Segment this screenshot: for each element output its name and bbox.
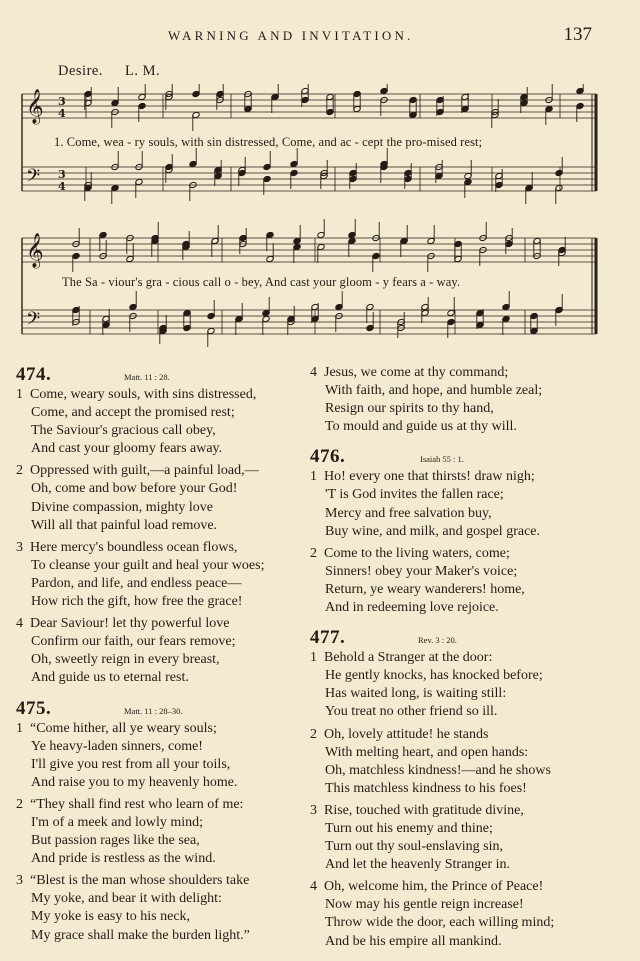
stanza (16, 872, 302, 944)
stanza (16, 386, 302, 458)
left-column (16, 364, 302, 955)
verse-line: Oh, sweetly reign in every breast, (31, 652, 220, 668)
verse-line: My grace shall make the burden light.” (31, 927, 250, 943)
verse-line: And pride is restless as the wind. (31, 851, 216, 867)
verse-line: He gently knocks, has knocked before; (325, 668, 543, 684)
verse-line: And raise you to my heavenly home. (31, 774, 238, 790)
stanza (310, 878, 626, 950)
music-lyric-line-1: 1. Come, wea - ry souls, with sin distressed, Come, and ac - cept the pro-mised rest; (54, 135, 483, 149)
verse-text: “Come hither, all ye weary souls; (30, 720, 217, 736)
verse-text: Behold a Stranger at the door: (324, 650, 493, 666)
verse-line: You treat no other friend so ill. (325, 704, 498, 720)
bass-clef: 𝄢 (26, 166, 41, 191)
verse-line: Has waited long, is waiting still: (325, 686, 507, 702)
stanza (310, 545, 626, 617)
hymn-heading (16, 364, 302, 386)
clefs (26, 89, 66, 334)
hymn-heading (310, 446, 626, 468)
verse-line: Pardon, and life, and endless peace— (31, 575, 242, 591)
stanza (16, 615, 302, 687)
stanza-number: 2 (16, 463, 23, 479)
music-score (0, 84, 640, 356)
stanza (310, 364, 626, 436)
verse-line: And let the heavenly Stranger in. (325, 857, 511, 873)
stanza-number: 1 (16, 720, 23, 736)
scripture-reference: Matt. 11 : 28–30. (124, 705, 183, 716)
time-signature: 4 (58, 180, 66, 193)
stanza-number: 2 (310, 726, 317, 742)
bass-clef: 𝄢 (26, 309, 41, 334)
tune-heading (58, 63, 160, 80)
stanza-number: 2 (16, 796, 23, 812)
verse-text: Come, weary souls, with sins distressed, (30, 387, 257, 402)
verse-line: And in redeeming love rejoice. (325, 600, 499, 616)
verse-line: Divine compassion, mighty love (31, 499, 213, 515)
scripture-reference: Rev. 3 : 20. (418, 635, 457, 646)
verse-line (310, 468, 626, 486)
music-notes (72, 84, 584, 347)
stanza-number: 1 (16, 387, 23, 402)
verse-line (16, 539, 302, 557)
verse-line: Turn out thy soul-enslaving sin, (325, 839, 503, 855)
verse-text: Ho! every one that thirsts! draw nigh; (324, 469, 535, 485)
verse-text: Here mercy's boundless ocean flows, (30, 539, 238, 555)
verse-line: Return, ye weary wanderers! home, (325, 581, 525, 597)
verse-line (310, 878, 626, 896)
tune-meter: L. M. (124, 63, 161, 79)
stanza-number: 1 (310, 469, 317, 485)
stanza-number: 4 (16, 616, 23, 632)
hymn (310, 627, 626, 951)
stanza-number: 4 (310, 879, 317, 895)
scripture-reference: Isaiah 55 : 1. (420, 454, 464, 465)
verse-line: Ye heavy-laden sinners, come! (31, 738, 203, 754)
time-signature: 3 (58, 95, 66, 108)
stanza (16, 720, 302, 792)
stanza (16, 539, 302, 611)
verse-line: Turn out his enemy and thine; (325, 820, 493, 836)
verse-line: To mould and guide us at thy will. (325, 419, 517, 435)
verse-line: And be his empire all mankind. (325, 933, 502, 949)
verse-text: Jesus, we come at thy command; (324, 365, 509, 380)
verse-line: Come, and accept the promised rest; (31, 405, 235, 421)
verse-line (310, 726, 626, 744)
verse-text: “They shall find rest who learn of me: (30, 796, 244, 812)
verse-line: Throw wide the door, each willing mind; (325, 915, 555, 931)
verse-line (310, 649, 626, 667)
verse-line: Resign our spirits to thy hand, (325, 401, 494, 417)
time-signature: 3 (58, 168, 66, 181)
hymn-number: 474. (16, 364, 52, 385)
hymn (310, 364, 626, 436)
tune-name: Desire. (58, 63, 103, 79)
verse-line (16, 386, 302, 404)
verse-line (310, 802, 626, 820)
verse-text: Come to the living waters, come; (324, 545, 510, 561)
verse-line: I'm of a meek and lowly mind; (31, 814, 204, 830)
verse-line: This matchless kindness to his foes! (325, 780, 527, 796)
verse-text: Dear Saviour! let thy powerful love (30, 616, 230, 632)
verse-line: My yoke, and bear it with delight: (31, 891, 222, 907)
verse-line: The Saviour's gracious call obey, (31, 423, 216, 439)
stanza (310, 468, 626, 540)
stanza (16, 462, 302, 534)
time-signature: 4 (58, 107, 66, 120)
verse-line (16, 462, 302, 480)
verse-line: I'll give you rest from all your toils, (31, 756, 231, 772)
verse-line: To cleanse your guilt and heal your woes; (31, 557, 265, 573)
hymn (310, 446, 626, 617)
stanza (310, 726, 626, 798)
verse-line: Will all that painful load remove. (31, 517, 218, 533)
verse-text: Oppressed with guilt,—a painful load,— (30, 463, 259, 479)
verse-line: Confirm our faith, our fears remove; (31, 634, 236, 650)
page-header (0, 26, 640, 48)
verse-line: Mercy and free salvation buy, (325, 505, 492, 521)
stanza-number: 3 (310, 802, 317, 818)
verse-line: With melting heart, and open hands: (325, 744, 529, 760)
page-number: 137 (563, 24, 592, 45)
verse-line: My yoke is easy to his neck, (31, 909, 191, 925)
stanza-number: 3 (16, 873, 23, 889)
stanza-number: 3 (16, 539, 23, 555)
hymn-number: 475. (16, 697, 52, 719)
verse-line (310, 545, 626, 563)
hymn-heading (310, 627, 626, 649)
hymn (16, 364, 302, 688)
verse-line: Oh, matchless kindness!—and he shows (325, 762, 551, 778)
verse-line (16, 872, 302, 890)
scripture-reference: Matt. 11 : 28. (124, 372, 170, 382)
verse-line: How rich the gift, how free the grace! (31, 594, 243, 610)
verse-line: And cast your gloomy fears away. (31, 441, 223, 457)
staff-lines (22, 94, 596, 334)
verse-line: Now may his gentle reign increase! (325, 897, 524, 913)
hymn-number: 476. (310, 446, 346, 468)
stanza (310, 802, 626, 874)
verse-line: Sinners! obey your Maker's voice; (325, 563, 518, 579)
hymn-heading (16, 698, 302, 720)
stanza (310, 649, 626, 721)
verse-line (310, 364, 626, 382)
stanza-number: 2 (310, 545, 317, 561)
verse-line: Oh, come and bow before your God! (31, 481, 238, 497)
treble-clef: 𝄞 (26, 89, 44, 124)
verse-text: Oh, welcome him, the Prince of Peace! (324, 879, 544, 895)
verse-line (16, 796, 302, 814)
treble-clef: 𝄞 (26, 233, 44, 268)
stanza-number: 4 (310, 365, 317, 380)
verse-line: But passion rages like the sea, (31, 833, 200, 849)
verse-line: 'T is God invites the fallen race; (325, 487, 504, 503)
verse-line: And guide us to eternal rest. (31, 670, 189, 686)
hymn (16, 698, 302, 945)
hymn-number: 477. (310, 627, 346, 649)
verse-text: Oh, lovely attitude! he stands (324, 726, 489, 742)
verse-line: With faith, and hope, and humble zeal; (325, 383, 543, 399)
verse-line: Buy wine, and milk, and gospel grace. (325, 523, 541, 539)
stanza (16, 796, 302, 868)
right-column (310, 364, 626, 961)
verse-line (16, 615, 302, 633)
music-lyric-line-2: The Sa - viour's gra - cious call o - bey, And cast your gloom - y fears a - way. (62, 275, 461, 289)
verse-text: “Blest is the man whose shoulders take (30, 873, 250, 889)
verse-line (16, 720, 302, 738)
stanza-number: 1 (310, 650, 317, 666)
running-title: WARNING AND INVITATION. (168, 28, 414, 43)
verse-text: Rise, touched with gratitude divine, (324, 802, 524, 818)
